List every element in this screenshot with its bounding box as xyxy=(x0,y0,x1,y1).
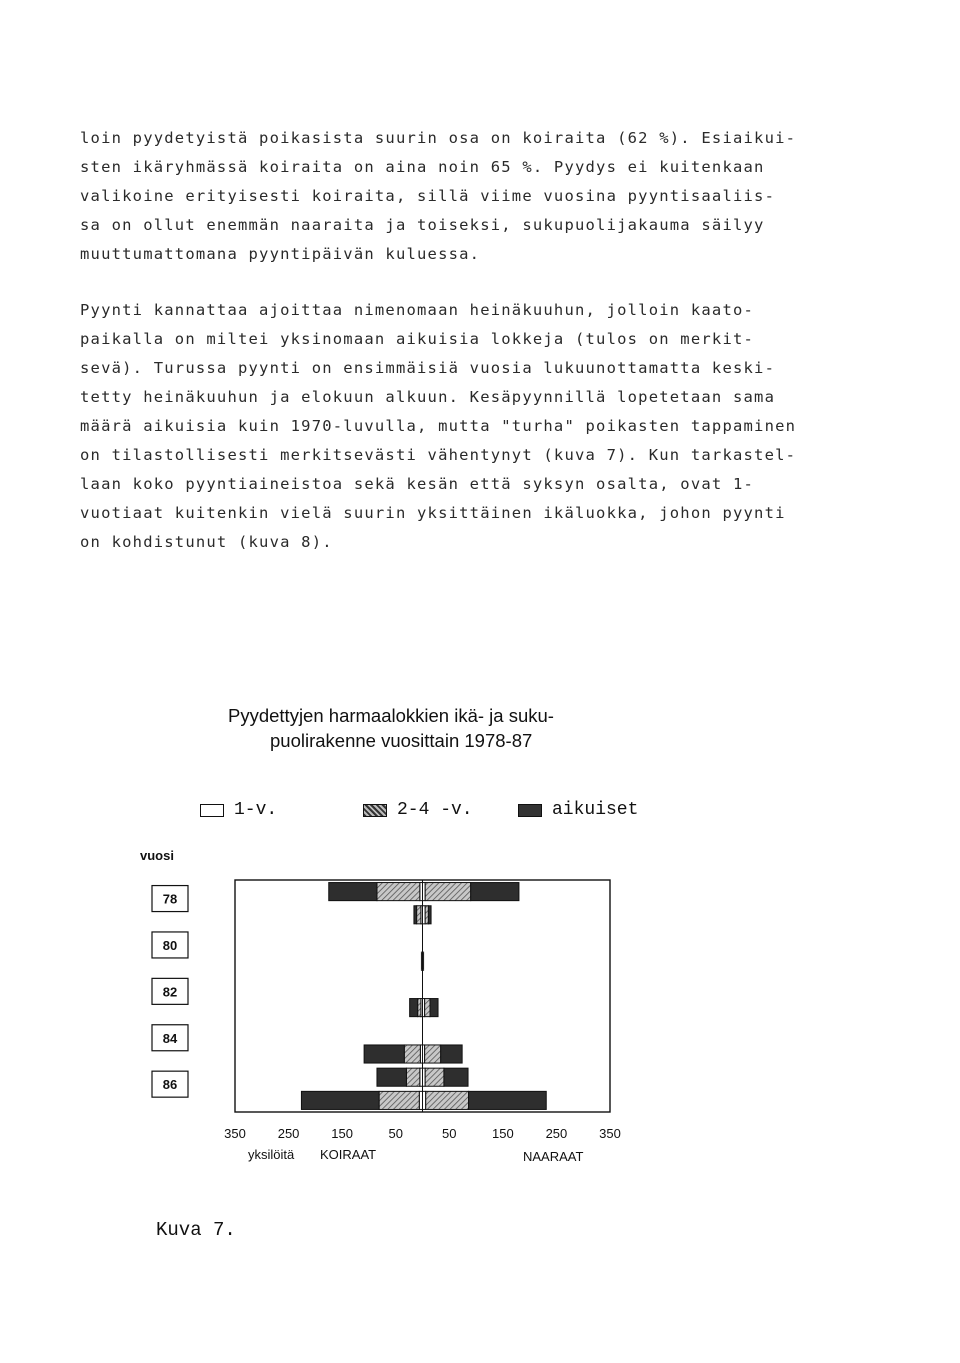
bar-segment xyxy=(404,1045,420,1063)
x-label-individuals: yksilöitä xyxy=(248,1147,295,1162)
x-tick-label: 50 xyxy=(388,1126,403,1141)
legend-label-young: 1-v. xyxy=(234,800,278,820)
x-tick-label: 350 xyxy=(224,1126,246,1141)
x-tick-label: 250 xyxy=(545,1126,568,1141)
figure-caption: Kuva 7. xyxy=(156,1219,236,1241)
legend-label-adult: aikuiset xyxy=(552,800,639,820)
y-tick-label: 80 xyxy=(162,937,178,953)
paragraph1-line: sten ikäryhmässä koiraita on aina noin 65 %. Pyydys ei kuitenkaan xyxy=(80,158,765,176)
x-tick-label: 50 xyxy=(442,1126,457,1141)
legend-item-adult xyxy=(518,800,638,821)
x-tick-label: 150 xyxy=(331,1126,353,1141)
bar-segment xyxy=(417,906,421,924)
x-tick-label: 250 xyxy=(277,1126,300,1141)
bar-segment xyxy=(471,883,519,901)
paragraph2-line: paikalla on miltei yksinomaan aikuisia lokkeja (tulos on merkit- xyxy=(80,330,755,348)
paragraph1-line: muuttumattomana pyyntipäivän kuluessa. xyxy=(80,245,481,263)
x-label-females: NAARAAT xyxy=(523,1149,584,1164)
bar-segment xyxy=(425,999,430,1017)
figure-title-line-1: Pyydettyjen harmaalokkien ikä- ja suku- xyxy=(228,705,554,726)
x-tick-label: 350 xyxy=(599,1126,621,1141)
legend-label-mid: 2-4 -v. xyxy=(397,800,473,820)
population-pyramid-chart xyxy=(140,870,700,1141)
y-tick-label: 86 xyxy=(162,1077,178,1093)
bar-segment xyxy=(425,883,471,901)
paragraph2-line: tetty heinäkuuhun ja elokuun alkuun. Kesäpyynnillä lopetetaan sama xyxy=(80,388,776,406)
y-axis-label: vuosi xyxy=(140,848,174,863)
bar-segment xyxy=(426,1091,469,1109)
x-tick-label: 150 xyxy=(492,1126,514,1141)
paragraph1-line: sa on ollut enemmän naaraita ja toiseksi, sukupuolijakauma säilyy xyxy=(80,216,765,234)
bar-segment xyxy=(301,1091,379,1109)
figure-title-line-2: puolirakenne vuosittain 1978-87 xyxy=(270,730,533,751)
bar-segment xyxy=(364,1045,404,1063)
legend-swatch-young xyxy=(200,804,224,817)
legend-swatch-adult xyxy=(518,804,542,817)
paragraph2-line: laan koko pyyntiaineistoa sekä kesän että syksyn osalta, ovat 1- xyxy=(80,475,755,493)
bar-segment xyxy=(410,999,418,1017)
legend-item-mid xyxy=(363,800,473,821)
paragraph2-line: määrä aikuisia kuin 1970-luvulla, mutta "turha" poikasten tappaminen xyxy=(80,417,797,435)
bar-segment xyxy=(423,952,424,970)
paragraph1-line: valikoine erityisesti koiraita, sillä viime vuosina pyyntisaaliis- xyxy=(80,187,776,205)
bar-segment xyxy=(377,883,420,901)
bar-segment xyxy=(329,883,377,901)
bar-segment xyxy=(430,999,438,1017)
bar-segment xyxy=(444,1068,468,1086)
bar-segment xyxy=(379,1091,419,1109)
y-tick-label: 78 xyxy=(162,891,178,907)
paragraph2-line: sevä). Turussa pyynti on ensimmäisiä vuosia lukuunottamatta keski- xyxy=(80,359,776,377)
figure-title xyxy=(228,703,628,753)
paragraph2-line: on tilastollisesti merkitsevästi vähentynyt (kuva 7). Kun tarkastel- xyxy=(80,446,797,464)
bar-segment xyxy=(406,1068,419,1086)
legend-swatch-mid xyxy=(363,804,387,817)
bar-segment xyxy=(428,906,431,924)
y-tick-label: 82 xyxy=(162,984,178,1000)
paragraph-1 xyxy=(80,124,880,269)
y-tick-label: 84 xyxy=(162,1030,178,1046)
paragraph2-line: on kohdistunut (kuva 8). xyxy=(80,533,333,551)
bar-segment xyxy=(425,1068,444,1086)
paragraph1-line: loin pyydetyistä poikasista suurin osa on koiraita (62 %). Esiaikui- xyxy=(80,129,797,147)
bar-segment xyxy=(377,1068,406,1086)
bar-segment xyxy=(414,906,417,924)
paragraph-2 xyxy=(80,296,880,557)
paragraph2-line: vuotiaat kuitenkin vielä suurin yksittäinen ikäluokka, johon pyynti xyxy=(80,504,786,522)
paragraph2-line: Pyynti kannattaa ajoittaa nimenomaan heinäkuuhun, jolloin kaato- xyxy=(80,301,755,319)
bar-segment xyxy=(441,1045,462,1063)
bar-segment xyxy=(425,1045,441,1063)
x-label-males: KOIRAAT xyxy=(320,1147,377,1162)
bar-segment xyxy=(469,1091,547,1109)
legend-item-young xyxy=(200,800,277,821)
